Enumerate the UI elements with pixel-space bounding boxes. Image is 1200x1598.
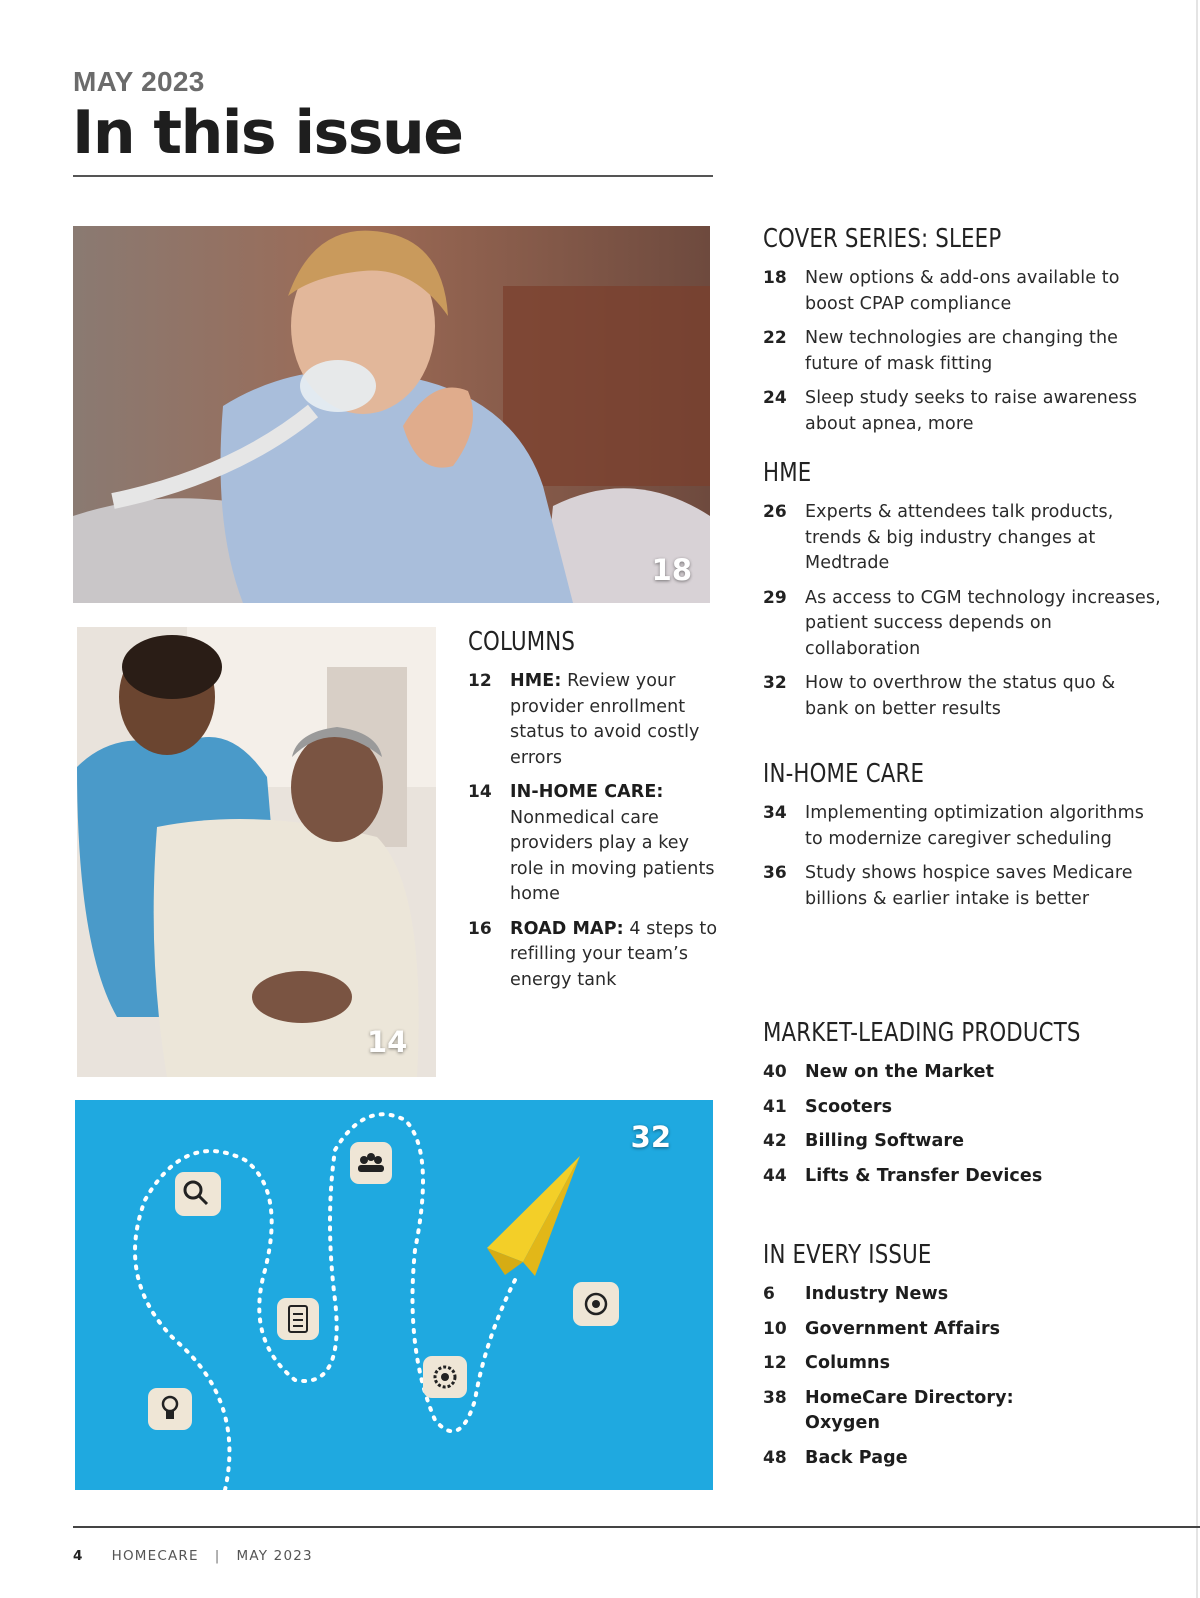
cpap-mask-photo [73,226,710,603]
section-hme [763,456,1163,731]
entry-text: Scooters [805,1096,893,1117]
entry-page-number: 16 [468,918,492,939]
search-block-icon [175,1172,221,1216]
entry-text: Lifts & Transfer Devices [805,1165,1043,1186]
footer-magazine-name: HOMECARE [111,1548,199,1564]
toc-entry[interactable] [763,1386,1163,1437]
page-title: In this issue [72,98,463,168]
photo-page-number: 14 [367,1025,408,1059]
title-divider [73,175,713,177]
footer-page-number: 4 [73,1548,84,1564]
roadmap-photo-illustration [75,1100,713,1490]
entry-text [510,669,718,771]
page-footer [73,1548,313,1564]
toc-entry[interactable] [763,1129,1163,1155]
section-title: COLUMNS [468,627,576,657]
footer-separator: | [214,1548,221,1564]
section-market-leading-products [763,1016,1163,1198]
toc-entry[interactable] [763,1060,1163,1086]
entry-page-number: 42 [763,1131,787,1151]
entry-page-number: 36 [763,863,787,883]
entry-page-number: 12 [763,1353,787,1373]
entry-text: Sleep study seeks to raise awareness about apnea, more [805,388,1138,434]
lightbulb-block-icon [148,1388,192,1430]
page-edge [1196,0,1198,1598]
toc-entry[interactable] [763,500,1163,577]
entry-page-number: 24 [763,388,787,408]
roadmap-photo [75,1100,713,1490]
toc-entry[interactable] [763,861,1163,912]
caregiver-photo-illustration [77,627,436,1077]
entry-text: Columns [805,1353,891,1373]
issue-date: MAY 2023 [73,66,205,97]
footer-issue-date: MAY 2023 [236,1548,313,1564]
toc-entry[interactable] [763,1095,1163,1121]
entry-text: Billing Software [805,1131,965,1151]
entry-text: Government Affairs [805,1318,1001,1339]
entry-lead: HME: [510,671,562,691]
photo-page-number: 32 [630,1120,671,1154]
entry-text: Experts & attendees talk products, trends & big industry changes at Medtrade [805,502,1114,573]
entry-body: Review your provider enrollment status to avoid costly errors [510,671,700,768]
entry-page-number: 41 [763,1096,787,1117]
entry-lead: ROAD MAP: [510,918,624,939]
entry-page-number: 14 [468,782,492,802]
section-title: COVER SERIES: SLEEP [763,224,1002,254]
entry-text: Implementing optimization algorithms to modernize caregiver scheduling [805,803,1144,849]
entry-lead: IN-HOME CARE: [510,782,664,802]
toc-entry[interactable] [763,801,1163,852]
entry-page-number: 6 [763,1284,775,1304]
toc-entry[interactable] [763,1164,1163,1190]
entry-text: As access to CGM technology increases, patient success depends on collaboration [805,587,1161,659]
toc-entry[interactable] [763,1446,1163,1472]
entry-text: Industry News [805,1284,949,1304]
entry-text: Back Page [805,1447,908,1468]
entry-page-number: 44 [763,1165,787,1186]
target-block-icon [573,1282,619,1326]
section-title: HME [763,458,812,488]
toc-entry[interactable] [763,1351,1163,1377]
checklist-block-icon [277,1298,319,1340]
section-columns [468,625,718,1002]
team-block-icon [350,1142,392,1184]
entry-text: How to overthrow the status quo & bank on better results [805,673,1116,719]
entry-page-number: 22 [763,328,787,348]
entry-page-number: 26 [763,502,787,522]
entry-page-number: 38 [763,1387,787,1408]
toc-entry[interactable] [763,1317,1163,1343]
toc-entry[interactable] [763,1282,1163,1308]
entry-page-number: 34 [763,803,787,823]
toc-entry[interactable] [763,586,1163,663]
entry-text [510,780,718,908]
toc-entry[interactable] [468,917,718,994]
entry-page-number: 40 [763,1062,787,1082]
toc-entry[interactable] [468,669,718,771]
entry-text: New options & add-ons available to boost CPAP compliance [805,268,1120,314]
footer-divider [73,1526,1200,1528]
section-in-home-care [763,757,1163,921]
entry-page-number: 48 [763,1447,787,1468]
entry-page-number: 10 [763,1318,787,1339]
entry-page-number: 32 [763,673,787,693]
toc-entry[interactable] [468,780,718,908]
section-in-every-issue [763,1238,1163,1480]
entry-body: Nonmedical care providers play a key role in moving patients home [510,807,715,904]
section-title: IN EVERY ISSUE [763,1240,932,1270]
entry-text: HomeCare Directory: Oxygen [805,1387,1014,1433]
entry-text: Study shows hospice saves Medicare billions & earlier intake is better [805,863,1133,909]
caregiver-photo [77,627,436,1077]
photo-page-number: 18 [651,553,692,587]
entry-page-number: 18 [763,268,787,288]
toc-entry[interactable] [763,386,1163,437]
toc-entry[interactable] [763,266,1163,317]
cpap-photo-illustration [73,226,710,603]
entry-text [510,917,718,994]
entry-page-number: 29 [763,587,787,608]
toc-entry[interactable] [763,671,1163,722]
entry-body: 4 steps to refilling your team’s energy tank [510,918,718,990]
entry-text: New technologies are changing the future of mask fitting [805,328,1119,374]
section-cover-series [763,222,1163,446]
entry-page-number: 12 [468,671,492,691]
section-title: MARKET-LEADING PRODUCTS [763,1018,1081,1048]
gear-block-icon [423,1356,467,1398]
entry-text: New on the Market [805,1062,995,1082]
section-title: IN-HOME CARE [763,759,925,789]
toc-entry[interactable] [763,326,1163,377]
